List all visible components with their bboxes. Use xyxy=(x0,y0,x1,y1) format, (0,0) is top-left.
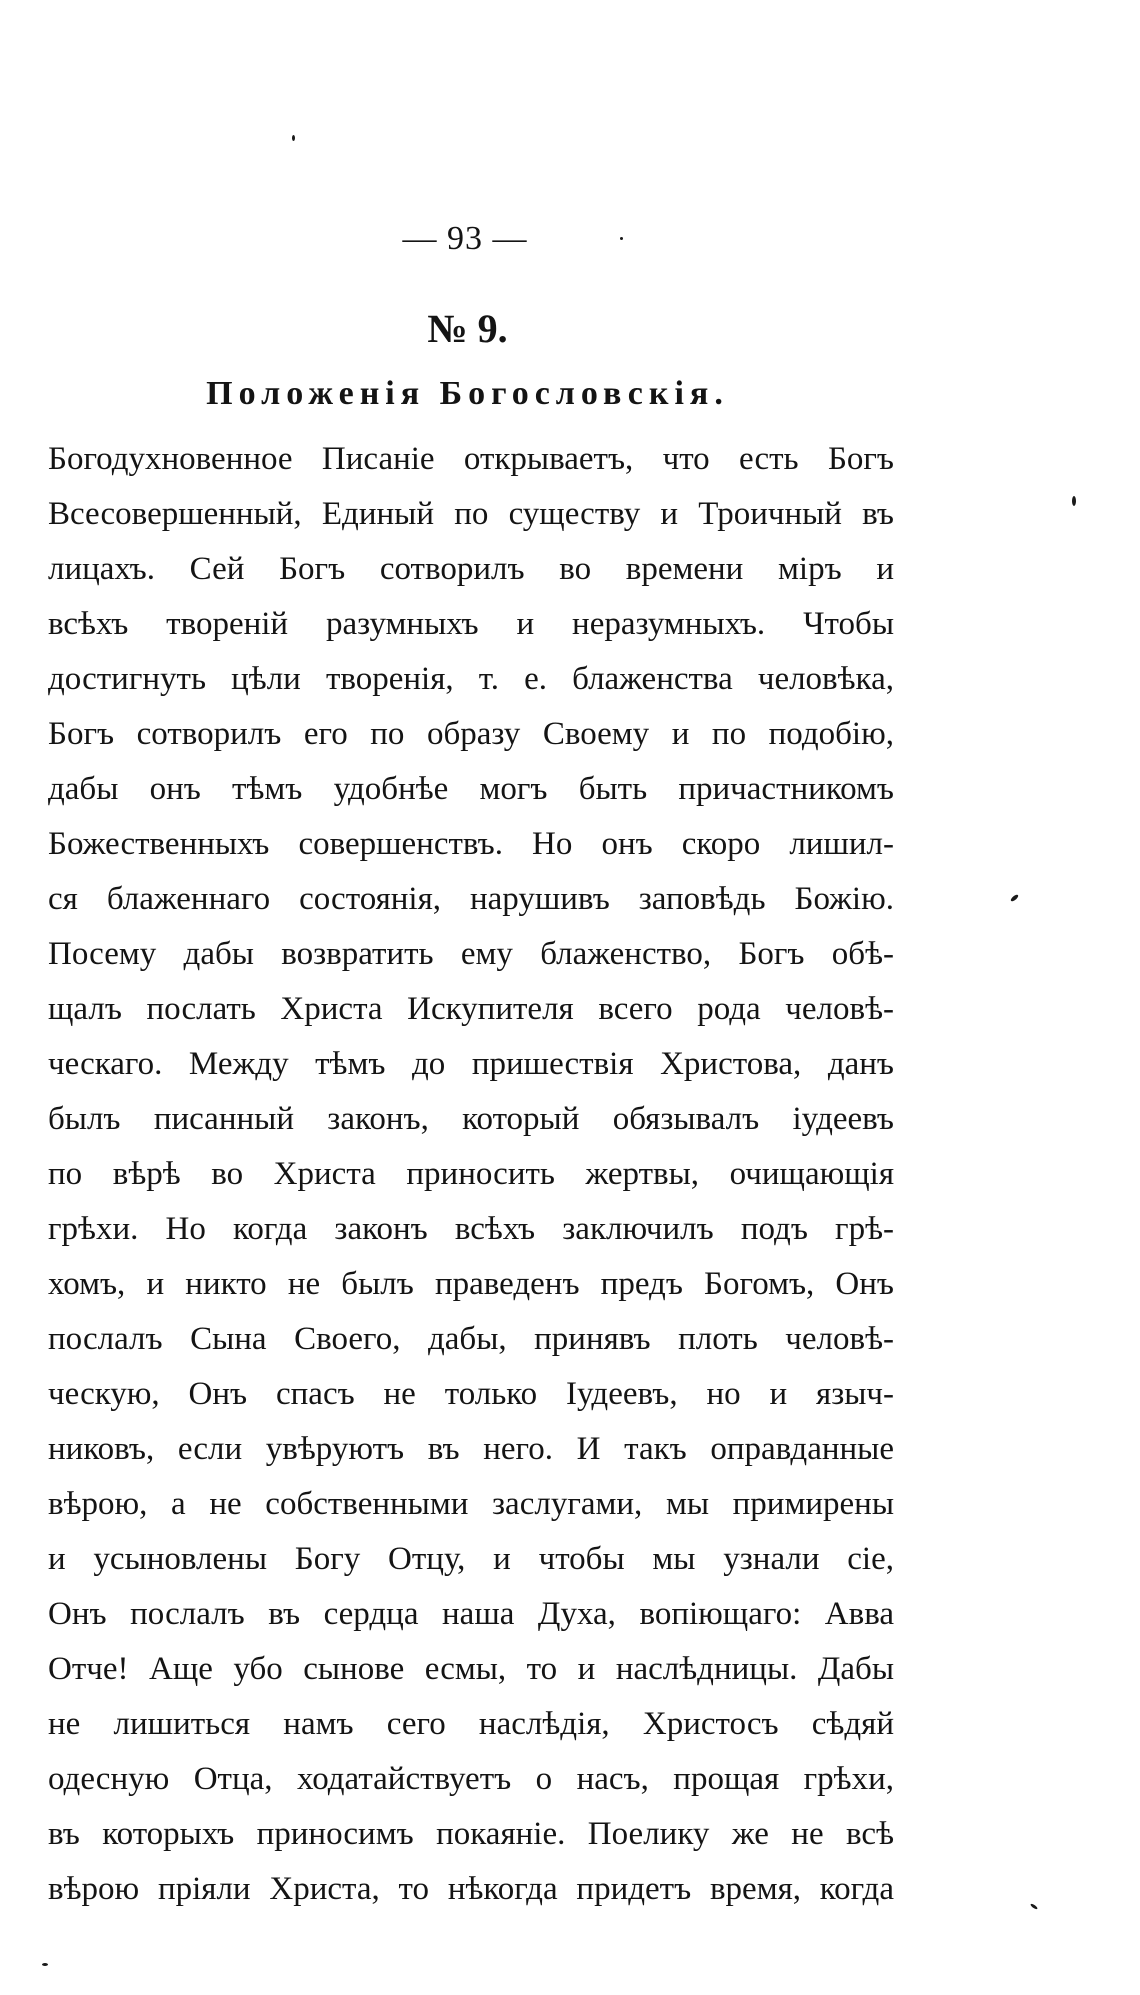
text-line: по вѣрѣ во Христа приносить жертвы, очищающія xyxy=(48,1156,894,1192)
scan-speck xyxy=(1072,496,1076,506)
text-line: Всесовершенный, Единый по существу и Троичный въ xyxy=(48,496,894,532)
body-text xyxy=(48,432,894,1917)
text-line: Отче! Аще убо сынове есмы, то и наслѣдницы. Дабы xyxy=(48,1651,894,1687)
text-line: никовъ, если увѣруютъ въ него. И такъ оправданные xyxy=(48,1431,894,1467)
text-line: вѣрою пріяли Христа, то нѣкогда придетъ время, когда xyxy=(48,1871,894,1907)
text-line: достигнуть цѣли творенія, т. е. блаженства человѣка, xyxy=(48,661,894,697)
text-line: Богъ сотворилъ его по образу Своему и по подобію, xyxy=(48,716,894,752)
text-line: Божественныхъ совершенствъ. Но онъ скоро лишил- xyxy=(48,826,894,862)
text-line: лицахъ. Сей Богъ сотворилъ во времени міръ и xyxy=(48,551,894,587)
text-line: ческую, Онъ спасъ не только Іудеевъ, но и языч- xyxy=(48,1376,894,1412)
scan-speck xyxy=(620,237,623,240)
text-line: въ которыхъ приносимъ покаяніе. Поелику же не всѣ xyxy=(48,1816,894,1852)
section-heading: Положенія Богословскія. xyxy=(206,375,729,412)
text-line: всѣхъ твореній разумныхъ и неразумныхъ. Чтобы xyxy=(48,606,894,642)
scan-speck xyxy=(1030,1903,1038,1910)
text-line: ческаго. Между тѣмъ до пришествія Христова, данъ xyxy=(48,1046,894,1082)
text-line: вѣрою, а не собственными заслугами, мы примирены xyxy=(48,1486,894,1522)
page-number: — 93 — xyxy=(402,220,528,257)
text-line: Посему дабы возвратить ему блаженство, Богъ обѣ- xyxy=(48,936,894,972)
text-line: грѣхи. Но когда законъ всѣхъ заключилъ подъ грѣ- xyxy=(48,1211,894,1247)
text-line: былъ писанный законъ, который обязывалъ іудеевъ xyxy=(48,1101,894,1137)
scan-speck xyxy=(292,135,295,141)
text-line: Богодухновенное Писаніе открываетъ, что есть Богъ xyxy=(48,441,894,477)
text-line: щалъ послать Христа Искупителя всего рода человѣ- xyxy=(48,991,894,1027)
text-line: Онъ послалъ въ сердца наша Духа, вопіющаго: Авва xyxy=(48,1596,894,1632)
text-line: ся блаженнаго состоянія, нарушивъ заповѣдь Божію. xyxy=(48,881,894,917)
text-line: не лишиться намъ сего наслѣдія, Христосъ сѣдяй xyxy=(48,1706,894,1742)
section-number: № 9. xyxy=(427,306,508,351)
text-line: послалъ Сына Своего, дабы, принявъ плоть человѣ- xyxy=(48,1321,894,1357)
scan-speck xyxy=(1010,894,1019,903)
text-line: дабы онъ тѣмъ удобнѣе могъ быть причастникомъ xyxy=(48,771,894,807)
text-line: хомъ, и никто не былъ праведенъ предъ Богомъ, Онъ xyxy=(48,1266,894,1302)
text-line: одесную Отца, ходатайствуетъ о насъ, прощая грѣхи, xyxy=(48,1761,894,1797)
scan-speck xyxy=(42,1963,48,1966)
text-line: и усыновлены Богу Отцу, и чтобы мы узнали сіе, xyxy=(48,1541,894,1577)
